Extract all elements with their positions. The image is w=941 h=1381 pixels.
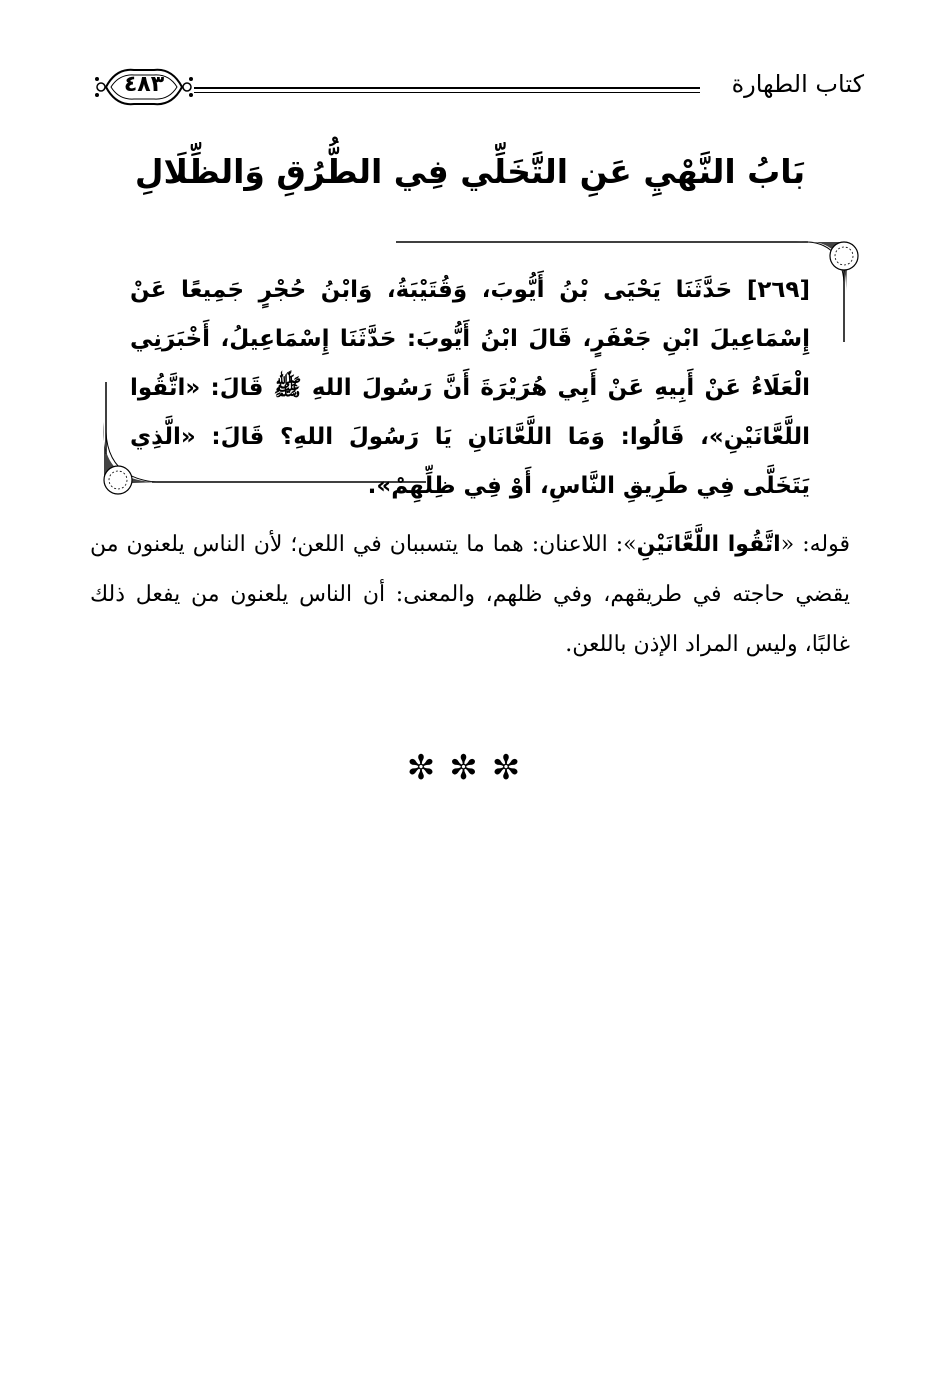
header-rule	[194, 87, 700, 89]
commentary-intro: قوله: «	[780, 532, 850, 557]
running-title: كتاب الطهارة	[731, 70, 864, 98]
commentary-lemma: اتَّقُوا اللَّعَّانَيْنِ	[636, 532, 781, 557]
commentary-text: »: اللاعنان: هما ما يتسببان في اللعن؛ لأن الناس يلعنون من يقضي حاجته في طريقهم، وفي ظلهم، والمعنى: أن الناس يلعنون من يفعل ذلك غالبًا، وليس المراد الإذن باللعن.	[90, 532, 850, 657]
commentary-paragraph	[90, 520, 850, 670]
hadith-text: [٢٦٩] حَدَّثَنَا يَحْيَى بْنُ أَيُّوبَ، وَقُتَيْبَةُ، وَابْنُ حُجْرٍ جَمِيعًا عَنْ إِسْمَاعِيلَ ابْنِ جَعْفَرٍ، قَالَ ابْنُ أَيُّوبَ: حَدَّثَنَا إِسْمَاعِيلُ، أَخْبَرَنِي الْعَلَاءُ عَنْ أَبِيهِ عَنْ أَبِي هُرَيْرَةَ أَنَّ رَسُولَ اللهِ ﷺ قَالَ: «اتَّقُوا اللَّعَّانَيْنِ»، قَالُوا: وَمَا اللَّعَّانَانِ يَا رَسُولَ اللهِ؟ قَالَ: «الَّذِي يَتَخَلَّى فِي طَرِيقِ النَّاسِ، أَوْ فِي ظِلِّهِمْ».	[130, 277, 810, 499]
page-number-ornament	[94, 62, 194, 112]
hadith-box	[96, 232, 864, 500]
page-number: ٤٨٣	[123, 72, 165, 97]
chapter-heading: بَابُ النَّهْيِ عَنِ التَّخَلِّي فِي الطُّرُقِ وَالظِّلَالِ	[134, 152, 806, 191]
section-separator: ✼✼✼	[406, 748, 535, 788]
page-header	[94, 62, 864, 112]
